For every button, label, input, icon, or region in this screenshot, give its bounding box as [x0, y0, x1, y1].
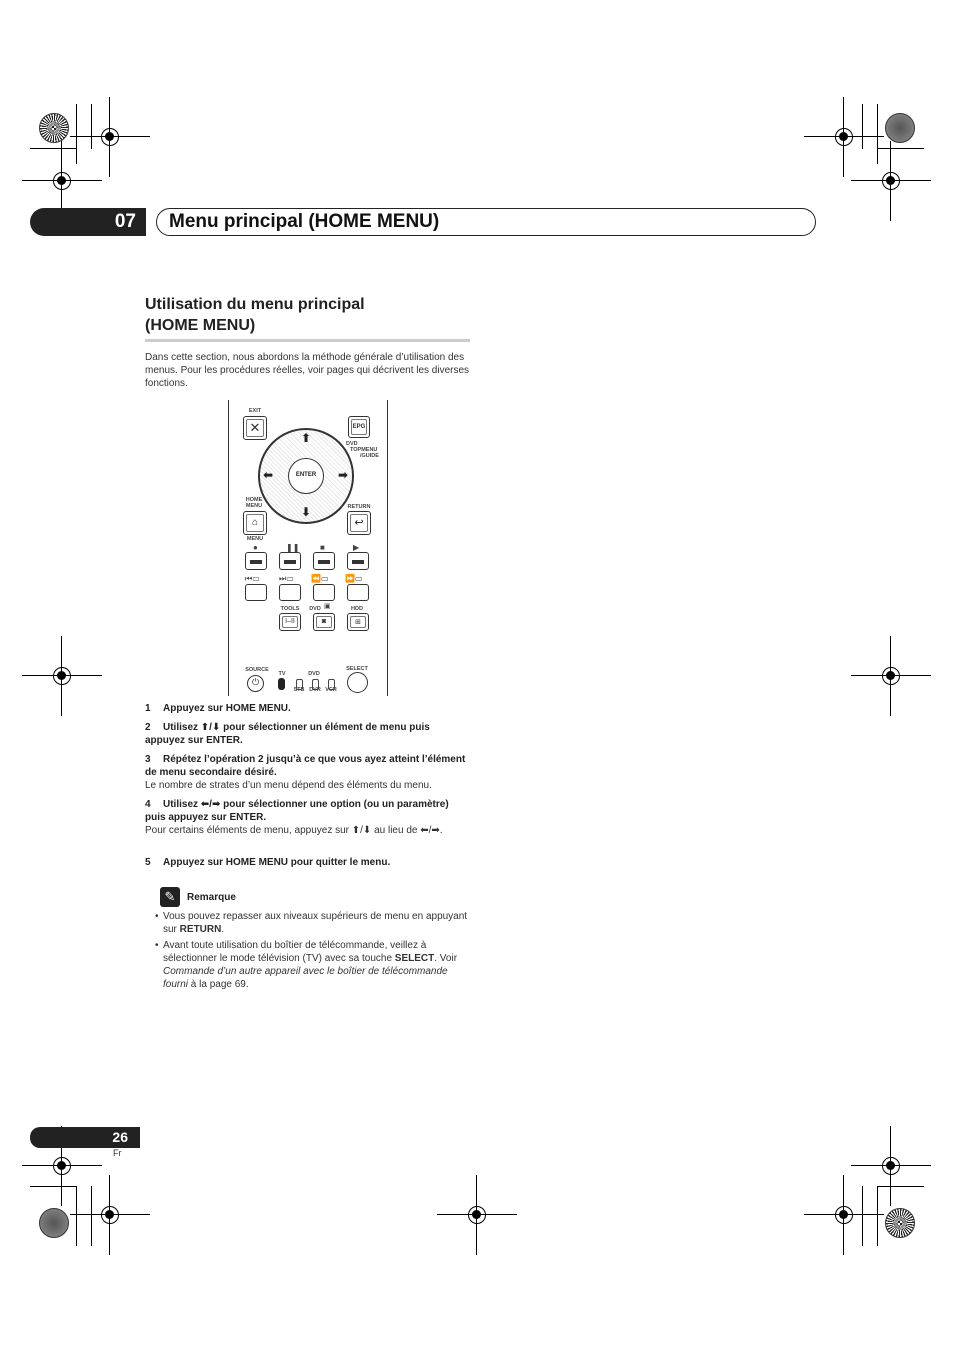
registration-mark: [804, 1175, 884, 1255]
step-number: 4: [145, 799, 151, 810]
bullet-text: à la page 69.: [188, 979, 249, 990]
color-target: [885, 1208, 915, 1238]
bullet-text: . Voir: [434, 953, 458, 964]
bullet-text: Vous pouvez repasser aux niveaux supérieurs de menu en appuyant sur: [163, 911, 468, 935]
play-button: [347, 552, 369, 570]
step-number: 3: [145, 754, 151, 765]
tv-indicator-icon: [278, 678, 285, 690]
stb-label: STB: [293, 687, 305, 693]
audio-glyph: I–II: [285, 618, 295, 625]
chapter-number: 07: [30, 208, 146, 236]
cross-reference: Commande d’un autre appareil avec le boîtier de télécommande fourni: [163, 966, 448, 990]
section-title-line2: (HOME MENU): [145, 317, 256, 334]
enter-button: ENTER: [288, 458, 324, 494]
dvd-label: DVD: [346, 441, 358, 447]
step-5: [145, 856, 470, 869]
step-instruction: Appuyez sur HOME MENU pour quitter le menu.: [163, 857, 391, 868]
rewind-icon: ⏪▭: [311, 574, 329, 583]
fast-forward-icon: ⏩▭: [345, 574, 363, 583]
record-icon: ●: [253, 543, 258, 552]
step-3: [145, 753, 470, 792]
guide-label: /GUIDE: [360, 453, 379, 459]
home-icon: ⌂: [251, 517, 259, 528]
return-label: RETURN: [347, 504, 371, 510]
stop-button: [313, 552, 335, 570]
home-menu-label: MENU: [245, 503, 263, 509]
arrow-right-icon: ➡: [338, 468, 349, 482]
power-icon: ⏻: [251, 677, 260, 687]
color-target: [885, 113, 915, 143]
arrow-up-icon: ⬆: [301, 431, 312, 445]
crop-line: [91, 104, 92, 149]
subtitle-icon: ▣: [324, 603, 331, 610]
menu-label: MENU: [246, 536, 264, 542]
topmenu-label: TOPMENU: [350, 447, 378, 453]
crop-line: [30, 1186, 76, 1187]
home-menu-button: [243, 511, 267, 535]
dvd-button: [313, 613, 335, 631]
home-label: HOME: [245, 497, 263, 503]
registration-mark: [851, 636, 931, 716]
hdd-button: [347, 613, 369, 631]
dvr-label: DVR: [309, 687, 321, 693]
chapter-title: Menu principal (HOME MENU): [156, 208, 816, 236]
step-instruction: Utilisez ⬅/➡ pour sélectionner une option (ou un paramètre) puis appuyez sur ENTER.: [145, 799, 449, 823]
fast-forward-button: [347, 584, 369, 601]
dvd-bot-label: DVD: [308, 671, 320, 677]
color-target: [39, 1208, 69, 1238]
exit-label: EXIT: [248, 408, 262, 414]
section-rule: [145, 339, 470, 342]
pause-icon: ❚❚: [286, 543, 300, 552]
step-instruction: Utilisez ⬆/⬇ pour sélectionner un élément de menu puis appuyez sur ENTER.: [145, 722, 430, 746]
step-1: [145, 702, 470, 715]
color-target: [39, 113, 69, 143]
registration-mark: [851, 141, 931, 221]
bullet-strong: SELECT: [394, 953, 435, 964]
disc-icon: ◙: [321, 618, 327, 625]
tv-label: TV: [278, 671, 286, 677]
epg-label: EPG: [352, 424, 366, 430]
bullet-strong: RETURN: [179, 924, 222, 935]
record-button: [245, 552, 267, 570]
dvd-mid-label: DVD: [309, 606, 321, 612]
stop-icon: ■: [320, 543, 325, 552]
section-title: [145, 294, 475, 336]
skip-forward-button: [279, 584, 301, 601]
bullet-text: Avant toute utilisation du boîtier de télécommande, veillez à sélectionner le mode télévision (TV) avec sa touche: [163, 940, 427, 964]
crop-line: [30, 148, 76, 149]
crop-line: [878, 1186, 924, 1187]
skip-back-button: [245, 584, 267, 601]
audio-button: [279, 613, 301, 631]
return-button: [347, 511, 371, 535]
registration-mark: [22, 636, 102, 716]
page-number: 26: [30, 1127, 140, 1148]
note-bullet-1: [155, 910, 473, 936]
source-button: [247, 675, 264, 692]
arrow-down-icon: ⬇: [301, 505, 312, 519]
bullet-text: .: [221, 924, 225, 935]
select-button: [347, 672, 368, 693]
step-detail: Le nombre de strates d’un menu dépend des éléments du menu.: [145, 780, 432, 791]
step-detail: Pour certains éléments de menu, appuyez sur ⬆/⬇ au lieu de ⬅/➡.: [145, 825, 443, 836]
step-instruction: Appuyez sur HOME MENU.: [163, 703, 291, 714]
registration-mark: [70, 1175, 150, 1255]
arrow-left-icon: ⬅: [263, 468, 274, 482]
step-2: [145, 721, 470, 747]
intro-paragraph: Dans cette section, nous abordons la méthode générale d’utilisation des menus. Pour les procédures réelles, voir pages qui décrivent les diverses fonctions.: [145, 352, 470, 389]
crop-line: [877, 1186, 878, 1246]
crop-line: [76, 1186, 77, 1246]
rewind-button: [313, 584, 335, 601]
hdd-label: HDD: [351, 606, 363, 612]
pencil-icon: ✎: [160, 887, 180, 907]
note-heading: Remarque: [187, 892, 236, 903]
epg-button: [348, 416, 370, 438]
crop-line: [878, 148, 924, 149]
exit-button: [243, 416, 267, 440]
step-instruction: Répétez l’opération 2 jusqu’à ce que vous ayez atteint l’élément de menu secondaire désiré.: [145, 754, 466, 778]
vcr-label: VCR: [325, 687, 337, 693]
crop-line: [877, 104, 878, 164]
crop-line: [862, 104, 863, 149]
pause-button: [279, 552, 301, 570]
hdd-icon: ⊞: [355, 619, 361, 626]
page-language: Fr: [113, 1148, 122, 1158]
note-bullet-2: [155, 939, 473, 991]
crop-line: [76, 104, 77, 164]
source-label: SOURCE: [245, 667, 269, 673]
select-label: SELECT: [346, 666, 368, 672]
tools-label: TOOLS: [280, 606, 300, 612]
close-icon: ✕: [249, 420, 261, 435]
skip-forward-icon: ⏭▭: [279, 574, 294, 583]
crop-line: [91, 1186, 92, 1246]
step-4: [145, 798, 470, 837]
registration-mark: [437, 1175, 517, 1255]
play-icon: ▶: [353, 543, 360, 552]
crop-line: [862, 1186, 863, 1246]
step-number: 5: [145, 857, 151, 868]
step-number: 1: [145, 703, 151, 714]
step-number: 2: [145, 722, 151, 733]
section-title-line1: Utilisation du menu principal: [145, 296, 365, 313]
return-icon: ↩: [354, 517, 364, 529]
skip-back-icon: ⏮▭: [245, 574, 260, 583]
